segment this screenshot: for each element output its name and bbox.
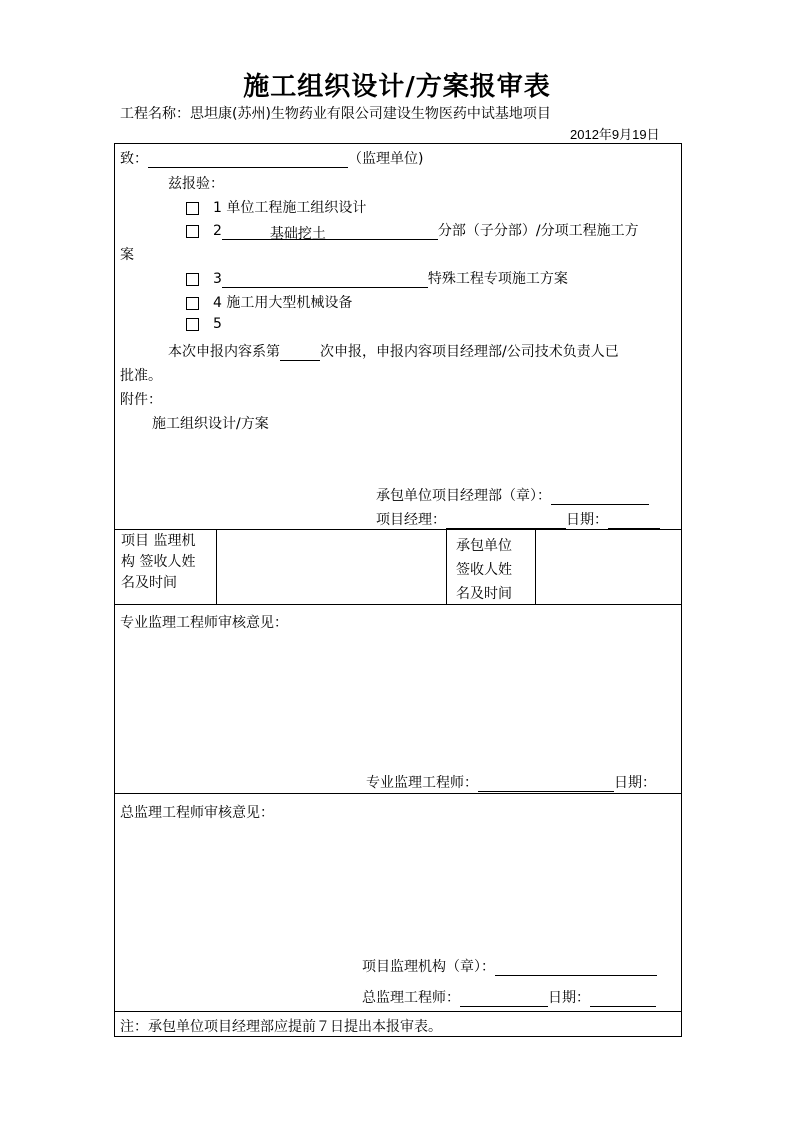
approval-line — [168, 341, 619, 361]
item2-checkbox[interactable] — [186, 225, 199, 238]
chief-field[interactable] — [460, 990, 548, 1007]
item-3 — [186, 268, 568, 288]
chief-date-field[interactable] — [590, 990, 656, 1007]
footnote: 注：承包单位项目经理部应提前７日提出本报审表。 — [120, 1019, 442, 1035]
project-manager-row — [376, 509, 660, 529]
chief-opinion-area[interactable] — [120, 826, 676, 946]
approval-text-c: 批准。 — [120, 368, 162, 384]
supervision-org-label: 项目监理机构（章）： — [362, 959, 495, 975]
row-divider — [114, 793, 682, 794]
table-top-border — [114, 143, 682, 144]
table-right-border — [681, 143, 682, 1037]
intro-text: 兹报验： — [168, 176, 224, 192]
project-name: 工程名称：思坦康(苏州)生物药业有限公司建设生物医药中试基地项目 — [120, 106, 551, 122]
row-divider — [114, 1011, 682, 1012]
item2-fill: 基础挖土 — [269, 226, 326, 242]
specialist-opinion-label: 专业监理工程师审核意见： — [120, 615, 288, 631]
cell-divider — [216, 529, 217, 605]
supervisor-recv-label — [121, 531, 195, 594]
contractor-recv-line: 承包单位 — [456, 538, 512, 554]
chief-opinion-label: 总监理工程师审核意见： — [120, 805, 274, 821]
supervisor-unit-field[interactable] — [148, 151, 348, 168]
cell-divider — [446, 529, 447, 605]
specialist-signature-row — [366, 772, 656, 792]
submission-count-field[interactable] — [280, 344, 320, 361]
supervisor-recv-line: 名及时间 — [121, 575, 177, 591]
supervision-org-field[interactable] — [495, 959, 657, 976]
supervision-org-row — [362, 956, 657, 976]
item2-num: 2 — [213, 223, 222, 239]
item5-checkbox[interactable] — [186, 318, 199, 331]
contractor-dept-row — [376, 485, 649, 505]
attachment-label: 附件： — [120, 392, 162, 408]
specialist-label: 专业监理工程师： — [366, 775, 478, 791]
item3-num: 3 — [213, 271, 222, 287]
to-suffix: （监理单位) — [348, 151, 424, 167]
table-bottom-border — [114, 1036, 682, 1037]
date-label: 日期： — [566, 512, 608, 528]
item3-field[interactable] — [222, 271, 428, 288]
item-5 — [186, 316, 222, 332]
approval-text-b: 次申报，申报内容项目经理部/公司技术负责人已 — [320, 344, 619, 360]
item-1 — [186, 197, 366, 217]
item3-checkbox[interactable] — [186, 273, 199, 286]
item2-field[interactable] — [222, 223, 438, 240]
supervisor-recv-line: 项目 监理机 — [121, 533, 196, 549]
item2-cont: 案 — [120, 247, 134, 263]
form-date: 2012年9月19日 — [570, 127, 660, 142]
row-divider — [114, 604, 682, 605]
contractor-recv-label — [456, 534, 512, 606]
contractor-recv-field[interactable] — [537, 531, 679, 603]
chief-date-label: 日期： — [548, 990, 590, 1006]
item5-label: 5 — [213, 316, 222, 332]
chief-label: 总监理工程师： — [362, 990, 460, 1006]
specialist-field[interactable] — [478, 775, 614, 792]
specialist-opinion-area[interactable] — [120, 636, 676, 766]
cell-divider — [535, 529, 536, 605]
pm-date-field[interactable] — [608, 512, 660, 529]
to-label: 致： — [120, 151, 148, 167]
chief-signature-row — [362, 987, 656, 1007]
item2-text: 分部（子分部）/分项工程施工方 — [437, 223, 639, 239]
item-2 — [186, 220, 639, 240]
supervisor-recv-field[interactable] — [218, 531, 444, 603]
contractor-dept-field[interactable] — [551, 488, 649, 505]
approval-text-a: 本次申报内容系第 — [168, 344, 280, 360]
item4-checkbox[interactable] — [186, 297, 199, 310]
pm-field[interactable] — [446, 512, 566, 529]
contractor-dept-label: 承包单位项目经理部（章）： — [376, 488, 551, 504]
item1-checkbox[interactable] — [186, 202, 199, 215]
item1-label: 1 单位工程施工组织设计 — [213, 200, 367, 216]
row-divider — [114, 529, 682, 530]
pm-label: 项目经理： — [376, 512, 446, 528]
specialist-date-label: 日期： — [614, 775, 656, 791]
item-4 — [186, 292, 352, 312]
attachment-item: 施工组织设计/方案 — [152, 416, 269, 432]
contractor-recv-line: 签收人姓 — [456, 562, 512, 578]
item4-label: 4 施工用大型机械设备 — [213, 295, 353, 311]
table-left-border — [114, 143, 115, 1037]
contractor-recv-line: 名及时间 — [456, 586, 512, 602]
item3-text: 特殊工程专项施工方案 — [427, 271, 568, 287]
addressee-row — [120, 148, 423, 168]
page-title: 施工组织设计/方案报审表 — [243, 72, 551, 102]
supervisor-recv-line: 构 签收人姓 — [121, 554, 196, 570]
